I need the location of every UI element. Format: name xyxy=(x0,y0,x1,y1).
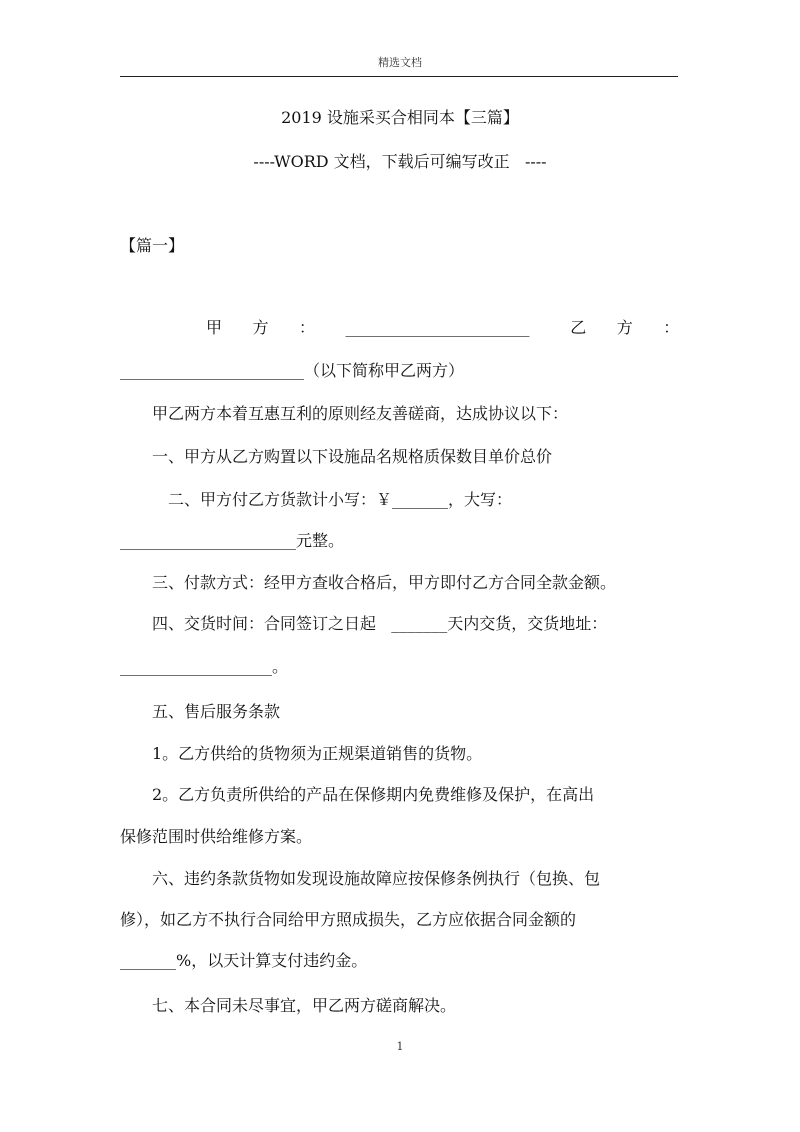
clause-2-continued: ______________________元整。 xyxy=(120,531,345,550)
document-title: 2019 设施采买合相同本【三篇】 xyxy=(281,108,519,127)
clause-6-continued: 修），如乙方不执行合同给甲方照成损失，乙方应依据合同金额的 xyxy=(120,910,577,929)
clause-7: 七、本合同未尽事宜，甲乙两方磋商解决。 xyxy=(152,996,457,1015)
clause-1: 一、甲方从乙方购置以下设施品名规格质保数目单价总价 xyxy=(152,447,553,466)
section-label: 【篇一】 xyxy=(120,236,185,255)
page-number: 1 xyxy=(396,1040,404,1053)
document-subtitle: ----WORD 文档，下载后可编写改正 ---- xyxy=(253,152,547,171)
clause-3: 三、付款方式：经甲方查收合格后，甲方即付乙方合同全款金额。 xyxy=(152,573,617,592)
clause-4: 四、交货时间：合同签订之日起 _______天内交货，交货地址： xyxy=(152,614,608,633)
clause-5-item-2-continued: 保修范围时供给维修方案。 xyxy=(120,827,313,846)
preamble: 甲乙两方本着互惠互利的原则经友善磋商，达成协议以下： xyxy=(152,404,569,423)
header-divider xyxy=(120,76,678,77)
clause-5-item-1: 1。乙方供给的货物须为正规渠道销售的货物。 xyxy=(152,744,483,763)
party-line: 甲 方 ： _______________________ 乙 方 ： xyxy=(206,318,680,337)
clause-6: 六、违约条款货物如发现设施故障应按保修条例执行（包换、包 xyxy=(152,869,601,888)
clause-2: 二、甲方付乙方货款计小写：￥_______，大写： xyxy=(168,490,513,509)
clause-6-continued-2: _______%，以天计算支付违约金。 xyxy=(120,951,368,970)
party-line-continued: _______________________（以下简称甲乙两方） xyxy=(120,361,465,380)
clause-5-item-2: 2。乙方负责所供给的产品在保修期内免费维修及保护，在高出 xyxy=(152,785,595,804)
page-header: 精选文档 xyxy=(378,56,422,69)
clause-5-heading: 五、售后服务条款 xyxy=(152,702,281,721)
clause-4-continued: ___________________。 xyxy=(120,657,289,676)
